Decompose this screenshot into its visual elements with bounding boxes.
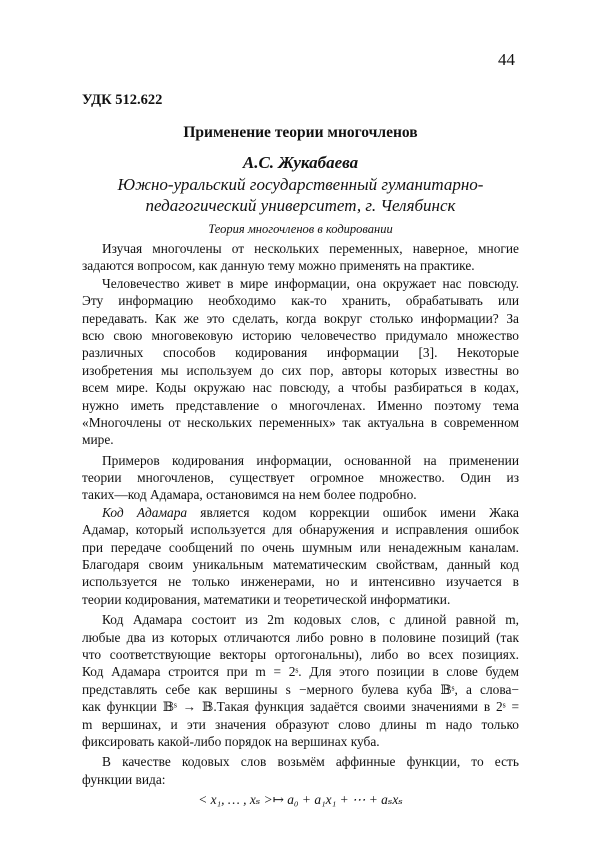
text-line: передавать. Как же это сделать, когда вокруг столько информации? За	[82, 310, 519, 327]
text-line: мире.	[82, 431, 519, 448]
text-line: Примеров кодирования информации, основанной на применении	[82, 452, 519, 469]
text-line: различных способов кодирования информации [3]. Некоторые	[82, 344, 519, 361]
text-line: всю свою многовековую историю человечество придумало множество	[82, 327, 519, 344]
paragraph-6	[82, 753, 519, 788]
text-line: задаются вопросом, как данную тему можно применять на практике.	[82, 257, 519, 274]
text-line: функции вида:	[82, 771, 519, 788]
udk-code: УДК 512.622	[82, 92, 162, 109]
article-title: Применение теории многочленов	[82, 124, 519, 142]
text-line: В качестве кодовых слов возьмём аффинные функции, то есть	[82, 753, 519, 770]
text-line: Благодаря своим уникальным математическим свойствам, данный код	[82, 556, 519, 573]
affiliation-line: педагогический университет, г. Челябинск	[112, 195, 489, 216]
text-line: Код Адамара строится при m = 2ˢ. Для этого позиции в слове будем	[82, 663, 519, 680]
text-line: всем мире. Коды окружаю нас повсюду, а чтобы разбираться в кодах,	[82, 379, 519, 396]
text-line: Эту информацию необходимо как-то хранить, обрабатывать или	[82, 292, 519, 309]
author-name: А.С. Жукабаева	[82, 153, 519, 173]
section-subtitle: Теория многочленов в кодировании	[82, 222, 519, 237]
text-line: теории многочленов, существует огромное множество. Один из	[82, 469, 519, 486]
text-line: Изучая многочлены от нескольких переменных, наверное, многие	[82, 240, 519, 257]
text-line: таких—код Адамара, остановимся на нем более подробно.	[82, 486, 519, 503]
text-line: представлять себе как вершины s −мерного булева куба 𝔹ˢ, а слова−	[82, 681, 519, 698]
text-line: Код Адамара состоит из 2m кодовых слов, с длиной равной m,	[82, 611, 519, 628]
text-line: при передаче сообщений по очень шумным или ненадежным каналам.	[82, 539, 519, 556]
text-fragment: является кодом коррекции ошибок имени Жака	[187, 505, 519, 520]
paragraph-3	[82, 452, 519, 504]
text-line: нужно иметь представление о многочленах. Именно поэтому тема	[82, 397, 519, 414]
paragraph-1	[82, 240, 519, 275]
text-line: «Многочлены от нескольких переменных» так актуальна в современном	[82, 414, 519, 431]
author-affiliation	[112, 174, 489, 216]
paragraph-5	[82, 611, 519, 750]
term-hadamard-code: Код Адамара	[102, 505, 187, 520]
text-line: любые два из которых отличаются либо ровно в половине позиций (так	[82, 629, 519, 646]
text-line: фиксировать какой-либо порядок на вершинах куба.	[82, 733, 519, 750]
text-line: что соответствующие векторы ортогональны), либо во всех позициях.	[82, 646, 519, 663]
text-line: как функции 𝔹ˢ → 𝔹.Такая функция задаётся своими значениями в 2ˢ =	[82, 698, 519, 715]
paragraph-4	[82, 504, 519, 608]
text-line: теории кодирования, математики и теоретической информатики.	[82, 591, 519, 608]
text-line: m вершинах, и эти значения образуют слово длины m надо только	[82, 716, 519, 733]
page-number: 44	[498, 50, 515, 70]
formula-affine-function: < x₁, … , xₛ >↦ a₀ + a₁x₁ + ⋯ + aₛxₛ	[82, 791, 519, 808]
text-line: Человечество живет в мире информации, она окружает нас повсюду.	[82, 275, 519, 292]
body-text	[82, 240, 519, 809]
paragraph-2	[82, 275, 519, 449]
text-line: используется не только инженерами, но и интенсивно изучается в	[82, 573, 519, 590]
text-line	[82, 504, 519, 521]
text-line: изобретения мы используем до сих пор, авторы которых известны во	[82, 362, 519, 379]
text-line: Адамар, который используется для обнаружения и исправления ошибок	[82, 521, 519, 538]
affiliation-line: Южно-уральский государственный гуманитарно-	[112, 174, 489, 195]
